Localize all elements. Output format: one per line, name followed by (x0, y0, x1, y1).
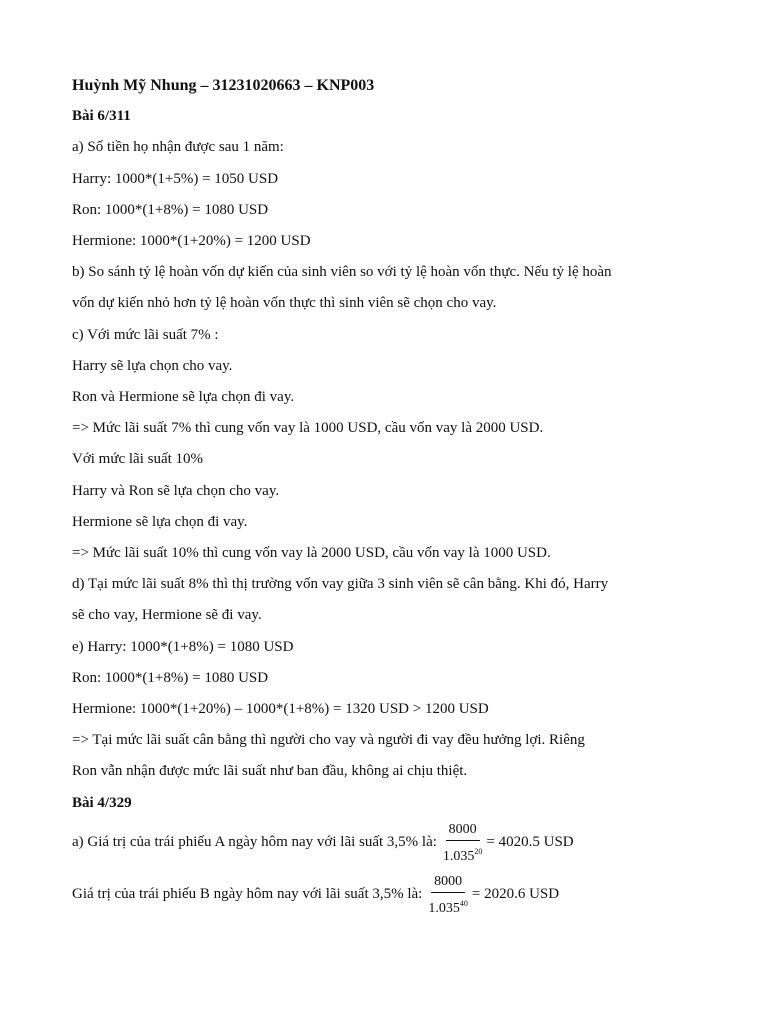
text-line: Hermione: 1000*(1+20%) – 1000*(1+8%) = 1320 USD > 1200 USD (72, 701, 489, 718)
exponent: 40 (459, 898, 468, 908)
fraction-numerator: 8000 (431, 873, 465, 893)
section-title: Bài 6/311 (72, 108, 131, 125)
section-title: Bài 4/329 (72, 794, 132, 811)
text-line: Hermione: 1000*(1+20%) = 1200 USD (72, 233, 311, 250)
formula-result: = 2020.6 USD (471, 886, 560, 903)
formula-result: = 4020.5 USD (486, 834, 574, 851)
formula-bond-b (72, 871, 712, 919)
text-line: c) Với mức lãi suất 7% : (72, 326, 219, 343)
fraction-denominator (443, 841, 483, 865)
section-body (72, 132, 712, 787)
text-line: Ron: 1000*(1+8%) = 1080 USD (72, 201, 269, 218)
text-line: e) Harry: 1000*(1+8%) = 1080 USD (72, 638, 294, 655)
text-line: => Mức lãi suất 10% thì cung vốn vay là 2000 USD, cầu vốn vay là 1000 USD. (72, 545, 551, 562)
text-line: Harry sẽ lựa chọn cho vay. (72, 357, 233, 374)
fraction-numerator: 8000 (446, 821, 480, 841)
denominator-base: 1.035 (428, 900, 460, 916)
text-line: => Mức lãi suất 7% thì cung vốn vay là 1000 USD, cầu vốn vay là 2000 USD. (72, 420, 544, 437)
formula-prefix: a) Giá trị của trái phiếu A ngày hôm nay với lãi suất 3,5% là: (72, 834, 437, 851)
fraction (428, 873, 468, 917)
fraction-denominator (428, 893, 468, 917)
denominator-base: 1.035 (442, 848, 475, 864)
text-line: Ron vẫn nhận được mức lãi suất như ban đầu, không ai chịu thiệt. (72, 763, 468, 780)
text-line: b) So sánh tỷ lệ hoàn vốn dự kiến của sinh viên so với tỷ lệ hoàn vốn thực. Nếu tỷ lệ hoàn (72, 264, 612, 281)
document-page (72, 70, 712, 919)
text-line: vốn dự kiến nhỏ hơn tỷ lệ hoàn vốn thực thì sinh viên sẽ chọn cho vay. (72, 295, 497, 312)
text-line: a) Số tiền họ nhận được sau 1 năm: (72, 139, 284, 156)
text-line: Với mức lãi suất 10% (72, 451, 204, 468)
text-line: sẽ cho vay, Hermione sẽ đi vay. (72, 607, 262, 624)
formula-bond-a (72, 819, 712, 867)
document-header: Huỳnh Mỹ Nhung – 31231020663 – KNP003 (72, 77, 375, 94)
formula-prefix: Giá trị của trái phiếu B ngày hôm nay với lãi suất 3,5% là: (72, 886, 423, 903)
text-line: Ron và Hermione sẽ lựa chọn đi vay. (72, 389, 295, 406)
fraction (443, 821, 483, 865)
text-line: Hermione sẽ lựa chọn đi vay. (72, 513, 248, 530)
text-line: Harry: 1000*(1+5%) = 1050 USD (72, 170, 279, 187)
exponent: 20 (474, 846, 483, 856)
text-line: => Tại mức lãi suất cân bằng thì người cho vay và người đi vay đều hưởng lợi. Riêng (72, 732, 585, 749)
text-line: Ron: 1000*(1+8%) = 1080 USD (72, 669, 269, 686)
text-line: d) Tại mức lãi suất 8% thì thị trường vốn vay giữa 3 sinh viên sẽ cân bằng. Khi đó, Harry (72, 576, 609, 593)
text-line: Harry và Ron sẽ lựa chọn cho vay. (72, 482, 280, 499)
